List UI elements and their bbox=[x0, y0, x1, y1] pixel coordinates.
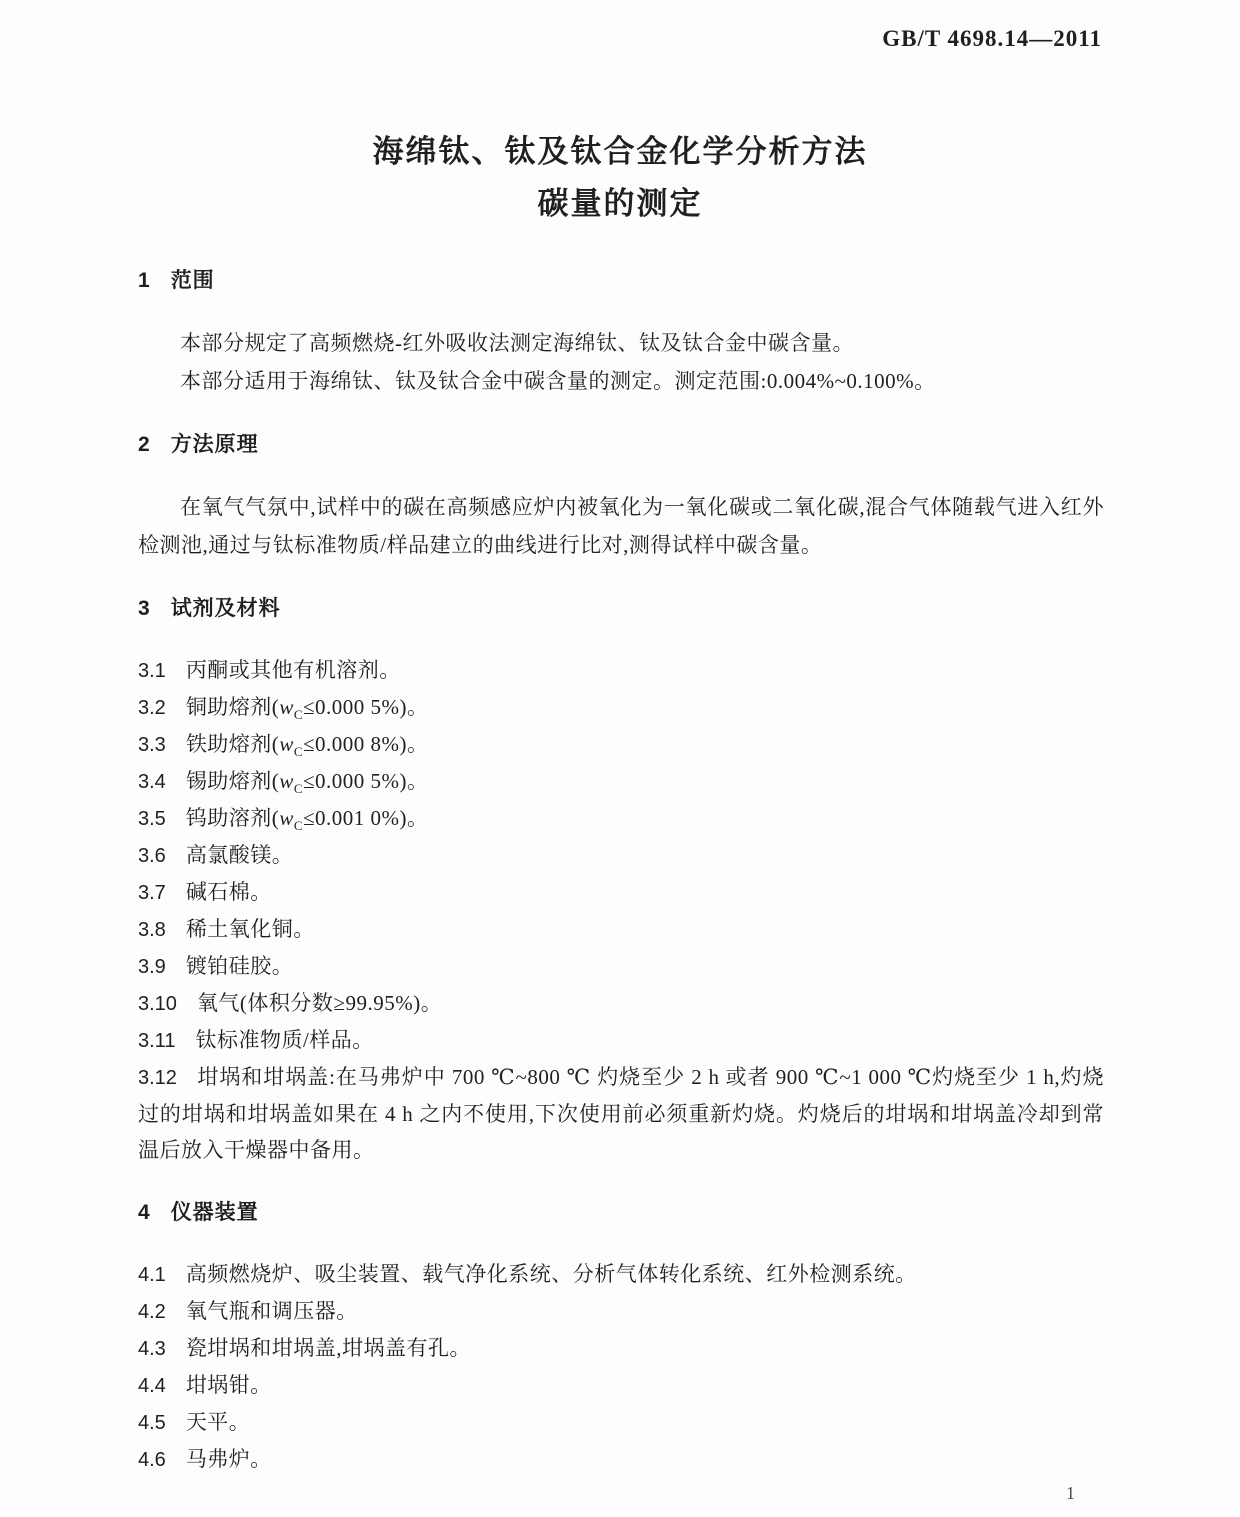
text-run: 钛标准物质/样品。 bbox=[195, 1028, 374, 1052]
text-run: ≤0.001 0%)。 bbox=[303, 806, 429, 830]
symbol-w: w bbox=[279, 732, 294, 756]
clause-item bbox=[138, 763, 1104, 800]
clause-item bbox=[138, 800, 1104, 837]
text-run: ≤0.000 5%)。 bbox=[303, 769, 429, 793]
clause-item bbox=[138, 1404, 1104, 1441]
clause-number: 4.2 bbox=[138, 1301, 166, 1323]
clause-number: 4.5 bbox=[138, 1412, 166, 1434]
clause-number: 4.6 bbox=[138, 1449, 166, 1471]
page-number: 1 bbox=[1066, 1483, 1075, 1503]
clause-item bbox=[138, 1441, 1104, 1478]
clause-text bbox=[138, 1065, 1104, 1162]
clause-item bbox=[138, 1256, 1104, 1293]
section-number: 1 bbox=[138, 269, 150, 292]
clause-text bbox=[197, 991, 442, 1015]
clause-text bbox=[185, 695, 429, 723]
section-heading bbox=[138, 428, 1104, 462]
clause-text bbox=[186, 1262, 917, 1286]
symbol-subscript: C bbox=[293, 707, 303, 723]
clause-text bbox=[186, 1447, 272, 1471]
symbol-w: w bbox=[279, 806, 294, 830]
clause-item bbox=[138, 1293, 1104, 1330]
text-run: 钨助溶剂( bbox=[185, 806, 280, 830]
clause-text bbox=[186, 954, 294, 978]
clause-text bbox=[186, 1336, 471, 1360]
clause-number: 3.3 bbox=[138, 734, 166, 756]
clause-item bbox=[138, 1330, 1104, 1367]
clause-item bbox=[138, 948, 1104, 985]
text-run: 坩埚和坩埚盖:在马弗炉中 700 ℃~800 ℃ 灼烧至少 2 h 或者 900 ℃~1 000 ℃灼烧至少 1 h,灼烧过的坩埚和坩埚盖如果在 4 h 之内不使用,下次使用前必须重新灼烧。灼烧后的坩埚和坩埚盖冷却到常温后放入干燥器中备用。 bbox=[138, 1065, 1104, 1162]
clause-number: 4.3 bbox=[138, 1338, 166, 1360]
section-number: 3 bbox=[138, 597, 150, 620]
symbol-subscript: C bbox=[293, 781, 303, 797]
text-run: 铁助熔剂( bbox=[185, 732, 280, 756]
section-heading bbox=[138, 592, 1104, 626]
clause-text bbox=[186, 658, 401, 682]
section-title: 范围 bbox=[170, 269, 215, 292]
clause-number: 3.4 bbox=[138, 771, 166, 793]
text-run: 铜助熔剂( bbox=[185, 695, 280, 719]
document-body bbox=[138, 264, 1104, 1478]
section-title: 试剂及材料 bbox=[170, 597, 281, 620]
clause-text bbox=[195, 1028, 373, 1052]
clause-number: 3.6 bbox=[138, 845, 166, 867]
text-run: 碱石棉。 bbox=[185, 880, 272, 904]
clause-number: 4.1 bbox=[138, 1264, 166, 1286]
clause-text bbox=[185, 769, 429, 797]
text-run: 稀土氧化铜。 bbox=[185, 917, 315, 941]
clause-number: 3.11 bbox=[138, 1030, 176, 1052]
clause-number: 3.12 bbox=[138, 1067, 177, 1089]
page-footer bbox=[1066, 1483, 1075, 1504]
clause-text bbox=[185, 806, 429, 834]
section-2 bbox=[138, 428, 1104, 564]
clause-item bbox=[138, 689, 1104, 726]
symbol-w: w bbox=[279, 695, 294, 719]
section-heading bbox=[138, 264, 1104, 298]
section-3 bbox=[138, 592, 1104, 1168]
text-run: 马弗炉。 bbox=[185, 1447, 272, 1471]
section-number: 4 bbox=[138, 1201, 150, 1224]
symbol-subscript: C bbox=[293, 744, 303, 760]
clause-item bbox=[138, 985, 1104, 1022]
text-run: ≤0.000 5%)。 bbox=[303, 695, 429, 719]
clause-text bbox=[186, 917, 315, 941]
clause-text bbox=[185, 732, 429, 760]
text-run: 坩埚钳。 bbox=[185, 1373, 272, 1397]
clause-text bbox=[186, 1299, 358, 1323]
section-title: 仪器装置 bbox=[170, 1201, 259, 1224]
clause-number: 3.8 bbox=[138, 919, 166, 941]
clause-item bbox=[138, 1022, 1104, 1059]
clause-item bbox=[138, 837, 1104, 874]
clause-number: 3.1 bbox=[138, 660, 166, 682]
clause-text bbox=[186, 880, 272, 904]
section-4 bbox=[138, 1196, 1104, 1478]
section-title: 方法原理 bbox=[170, 433, 259, 456]
clause-number: 3.5 bbox=[138, 808, 166, 830]
symbol-w: w bbox=[279, 769, 294, 793]
document-title bbox=[0, 126, 1240, 230]
clause-number: 3.9 bbox=[138, 956, 166, 978]
clause-text bbox=[186, 1410, 251, 1434]
clause-number: 3.2 bbox=[138, 697, 166, 719]
paragraph: 在氧气气氛中,试样中的碳在高频感应炉内被氧化为一氧化碳或二氧化碳,混合气体随载气进入红外检测池,通过与钛标准物质/样品建立的曲线进行比对,测得试样中碳含量。 bbox=[138, 495, 1104, 557]
paragraph: 本部分适用于海绵钛、钛及钛合金中碳含量的测定。测定范围:0.004%~0.100%。 bbox=[180, 369, 936, 393]
text-run: ≤0.000 8%)。 bbox=[303, 732, 429, 756]
clause-item bbox=[138, 1059, 1104, 1168]
clause-text bbox=[186, 1373, 272, 1397]
text-run: 瓷坩埚和坩埚盖,坩埚盖有孔。 bbox=[185, 1336, 472, 1360]
paragraph: 本部分规定了高频燃烧-红外吸收法测定海绵钛、钛及钛合金中碳含量。 bbox=[180, 331, 854, 355]
text-run: 高氯酸镁。 bbox=[185, 843, 294, 867]
text-run: 氧气(体积分数≥99.95%)。 bbox=[196, 991, 443, 1015]
clause-text bbox=[186, 843, 294, 867]
clause-item bbox=[138, 911, 1104, 948]
clause-number: 3.7 bbox=[138, 882, 166, 904]
text-run: 镀铂硅胶。 bbox=[185, 954, 294, 978]
clause-number: 4.4 bbox=[138, 1375, 166, 1397]
text-run: 天平。 bbox=[185, 1410, 251, 1434]
title-line-1: 海绵钛、钛及钛合金化学分析方法 bbox=[372, 134, 868, 169]
clause-item bbox=[138, 874, 1104, 911]
symbol-subscript: C bbox=[293, 818, 303, 834]
title-line-2: 碳量的测定 bbox=[537, 186, 703, 221]
clause-item bbox=[138, 652, 1104, 689]
text-run: 氧气瓶和调压器。 bbox=[185, 1299, 358, 1323]
clause-item bbox=[138, 1367, 1104, 1404]
section-1 bbox=[138, 264, 1104, 400]
standard-code: GB/T 4698.14—2011 bbox=[882, 26, 1102, 51]
section-heading bbox=[138, 1196, 1104, 1230]
page-header bbox=[0, 0, 1240, 52]
text-run: 高频燃烧炉、吸尘装置、载气净化系统、分析气体转化系统、红外检测系统。 bbox=[185, 1262, 917, 1286]
clause-item bbox=[138, 726, 1104, 763]
clause-number: 3.10 bbox=[138, 993, 177, 1015]
section-number: 2 bbox=[138, 433, 150, 456]
text-run: 锡助熔剂( bbox=[185, 769, 280, 793]
text-run: 丙酮或其他有机溶剂。 bbox=[185, 658, 401, 682]
